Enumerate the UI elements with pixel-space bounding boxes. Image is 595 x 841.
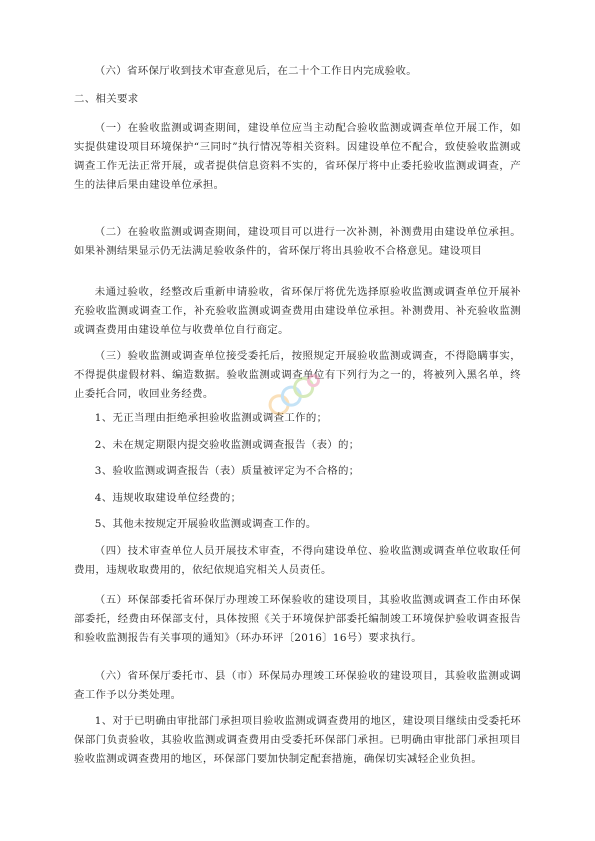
paragraph-requirement-6-item-1: 1、对于已明确由审批部门承担项目验收监测或调查费用的地区，建设项目继续由受委托环保部门负责验收，其验收监测或调查费用由受委托环保部门承担。已明确由审批部门承担项目验收监测或调查费用的地区，环保部门要加快制定配套措施，确保切实减轻企业负担。: [74, 715, 521, 765]
list-item-4: 4、违规收取建设单位经费的；: [94, 492, 242, 504]
watermark-ring-green: [291, 375, 316, 400]
list-item-2: 2、未在规定期限内提交验收监测或调查报告（表）的；: [94, 439, 360, 451]
paragraph-requirement-4: （四）技术审查单位人员开展技术审查，不得向建设单位、验收监测或调查单位收取任何费用，违规收取费用的，依纪依规追究相关人员责任。: [74, 545, 521, 576]
list-item-3: 3、验收监测或调查报告（表）质量被评定为不合格的；: [94, 465, 360, 477]
paragraph-requirement-1: （一）在验收监测或调查期间，建设单位应当主动配合验收监测或调查单位开展工作，如实提供建设项目环境保护“三同时”执行情况等相关资料。因建设单位不配合，致使验收监测或调查工作无法正常开展，或者提供信息资料不实的，省环保厅将中止委托验收监测或调查，产生的法律后果由建设单位承担。: [74, 122, 521, 191]
list-item-5: 5、其他未按规定开展验收监测或调查工作的。: [94, 518, 317, 530]
list-item-1: 1、无正当理由拒绝承担验收监测或调查工作的；: [94, 412, 328, 424]
paragraph-requirement-3: （三）验收监测或调查单位接受委托后，按照规定开展验收监测或调查，不得隐瞒事实，不得提供虚假材料、编造数据。验收监测或调查单位有下列行为之一的，将被列入黑名单，终止委托合同，收回业务经费。: [74, 350, 521, 400]
paragraph-requirement-6: （六）省环保厅委托市、县（市）环保局办理竣工环保验收的建设项目，其验收监测或调查工作予以分类处理。: [74, 670, 521, 701]
watermark-ring-pink: [307, 374, 321, 388]
section-heading-requirements: 二、相关要求: [74, 93, 139, 105]
paragraph-requirement-2-continued: 未通过验收，经整改后重新申请验收，省环保厅将优先选择原验收监测或调查单位开展补充验收监测或调查工作，补充验收监测或调查费用由建设单位承担。补测费用、补充验收监测或调查费用由建设单位与收费单位自行商定。: [74, 286, 521, 336]
paragraph-acceptance-deadline: （六）省环保厅收到技术审查意见后，在二十个工作日内完成验收。: [94, 65, 418, 77]
paragraph-requirement-2: （二）在验收监测或调查期间，建设项目可以进行一次补测，补测费用由建设单位承担。如果补测结果显示仍无法满足验收条件的，省环保厅将出具验收不合格意见。建设项目: [74, 226, 521, 257]
paragraph-requirement-5: （五）环保部委托省环保厅办理竣工环保验收的建设项目，其验收监测或调查工作由环保部委托，经费由环保部支付，具体按照《关于环境保护部委托编制竣工环境保护验收调查报告和验收监测报告有关事项的通知》（环办环评〔2016〕16号）要求执行。: [74, 594, 521, 644]
